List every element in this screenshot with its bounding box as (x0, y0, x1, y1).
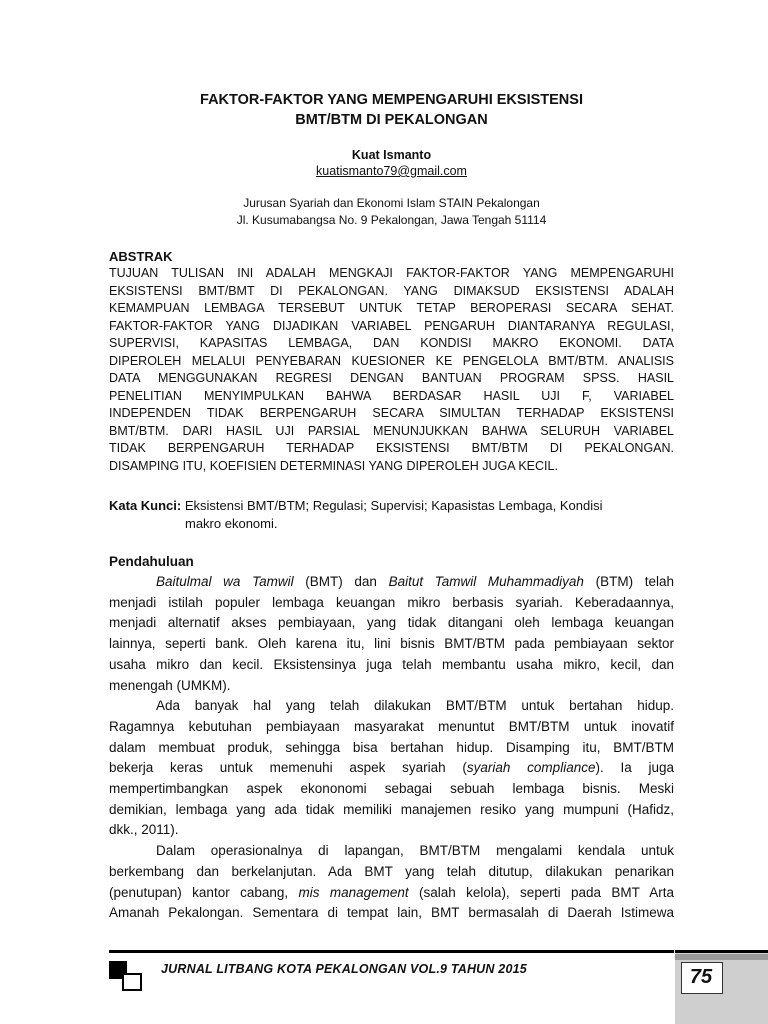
italic-term: Baitulmal wa Tamwil (156, 574, 294, 589)
abstract-line: KEMAMPUAN LEMBAGA TERSEBUT UNTUK TETAP BEROPERASI SECARA SEHAT. (109, 301, 674, 315)
text-line: Ragamnya kebutuhan pembiayaan masyarakat menuntut BMT/BTM untuk inovatif (109, 718, 674, 734)
keywords-line-2: makro ekonomi. (185, 516, 278, 531)
text-run: (penutupan) kantor cabang, (109, 884, 299, 900)
abstract-line: DIPEROLEH MELALUI PENYEBARAN KUESIONER KE PENGELOLA BMT/BTM. ANALISIS (109, 353, 674, 368)
section-heading-pendahuluan: Pendahuluan (109, 554, 194, 569)
abstract-line: TIDAK BERPENGARUH TERHADAP EKSISTENSI BMT/BTM DI PEKALONGAN. (109, 441, 674, 455)
text-line: dkk., 2011). (109, 822, 179, 838)
abstract-text (109, 265, 674, 475)
text-line: demikian, lembaga yang ada tidak memiliki manajemen resiko yang mumpuni (Hafidz, (109, 801, 674, 817)
abstract-heading: ABSTRAK (109, 249, 173, 264)
body-text (109, 572, 674, 924)
abstract-line: BMT/BTM. DARI HASIL UJI PARSIAL MENUNJUKKAN BAHWA SELURUH VARIABEL (109, 423, 674, 438)
abstract-line: INDEPENDEN TIDAK BERPENGARUH SECARA SIMULTAN TERHADAP EKSISTENSI (109, 406, 674, 420)
text-line: menjadi istilah populer lembaga keuangan mikro berbasis syariah. Keberadaannya, (109, 594, 674, 610)
footer-tab-stripe (675, 954, 768, 960)
italic-term: mis management (298, 884, 409, 900)
text-run: ). Ia juga (595, 760, 675, 776)
title-line-2: BMT/BTM DI PEKALONGAN (295, 112, 488, 128)
italic-term: syariah compliance (466, 760, 596, 776)
text-line: mempertimbangkan aspek ekononomi sebagai sebuah lembaga bisnis. Meski (109, 781, 674, 797)
abstract-line: EKSISTENSI BMT/BMT DI PEKALONGAN. YANG DIMAKSUD EKSISTENSI ADALAH (109, 283, 674, 298)
italic-term: Baitut Tamwil Muhammadiyah (388, 574, 584, 589)
text-line: lainnya, seperti bank. Oleh karena itu, lini bisnis BMT/BTM pada pembiayaan sektor (109, 636, 674, 652)
paragraph-2 (109, 696, 674, 841)
author-email-link[interactable]: kuatismanto79@gmail.com (316, 164, 467, 178)
text-line: Dalam operasionalnya di lapangan, BMT/BTM mengalami kendala untuk (156, 843, 674, 859)
text-line: Ada banyak hal yang telah dilakukan BMT/BTM untuk bertahan hidup. (156, 698, 674, 714)
keywords-line-1: Eksistensi BMT/BTM; Regulasi; Supervisi; Kapasistas Lembaga, Kondisi (181, 498, 603, 513)
affiliation (109, 195, 674, 229)
journal-name: JURNAL LITBANG KOTA PEKALONGAN VOL.9 TAHUN 2015 (161, 962, 527, 976)
abstract-line: SUPERVISI, KAPASITAS LEMBAGA, DAN KONDISI MAKRO EKONOMI. DATA (109, 336, 674, 350)
abstract-line: DISAMPING ITU, KOEFISIEN DETERMINASI YANG DIPEROLEH JUGA KECIL. (109, 458, 558, 473)
footer-rule (109, 950, 674, 953)
title-line-1: FAKTOR-FAKTOR YANG MEMPENGARUHI EKSISTENSI (200, 92, 583, 108)
text-line: menengah (UMKM). (109, 677, 231, 693)
text-line: berkembang dan berkelanjutan. Ada BMT yang telah ditutup, dilakukan penarikan (109, 863, 674, 879)
text-line (109, 883, 674, 904)
text-run: (salah kelola), seperti pada BMT Arta (408, 884, 674, 900)
page-number: 75 (689, 966, 713, 988)
text-run: (BMT) dan (293, 574, 389, 589)
abstract-line: PENELITIAN MENYIMPULKAN BAHWA BERDASAR HASIL UJI F, VARIABEL (109, 388, 674, 403)
text-line (109, 758, 674, 779)
affiliation-line-1: Jurusan Syariah dan Ekonomi Islam STAIN Pekalongan (243, 196, 540, 210)
text-line (109, 572, 674, 593)
affiliation-line-2: Jl. Kusumabangsa No. 9 Pekalongan, Jawa Tengah 51114 (236, 213, 547, 227)
abstract-line: FAKTOR-FAKTOR YANG DIJADIKAN VARIABEL PENGARUH DIANTARANYA REGULASI, (109, 318, 674, 333)
text-line: Amanah Pekalongan. Sementara di tempat lain, BMT bermasalah di Daerah Istimewa (109, 905, 674, 921)
journal-logo-icon-outline (122, 973, 142, 991)
author-name: Kuat Ismanto (351, 148, 432, 162)
paragraph-3 (109, 841, 674, 924)
keywords (109, 497, 674, 533)
text-run: bekerja keras untuk memenuhi aspek syariah ( (109, 760, 467, 776)
text-line: dalam membuat produk, sehingga bisa bertahan hidup. Disamping itu, BMT/BTM (109, 739, 674, 755)
text-run: (BTM) telah (583, 574, 674, 589)
paragraph-1 (109, 572, 674, 696)
text-line: usaha mikro dan kecil. Eksistensinya juga telah membantu usaha mikro, kecil, dan (109, 656, 674, 672)
paper-title (109, 90, 674, 130)
abstract-line: TUJUAN TULISAN INI ADALAH MENGKAJI FAKTOR-FAKTOR YANG MEMPENGARUHI (109, 266, 674, 280)
keywords-label: Kata Kunci: (109, 498, 182, 513)
text-line: menjadi alternatif akses pembiayaan, yang tidak ditangani oleh lembaga keuangan (109, 615, 674, 631)
abstract-line: DATA MENGGUNAKAN REGRESI DENGAN BANTUAN PROGRAM SPSS. HASIL (109, 371, 674, 385)
